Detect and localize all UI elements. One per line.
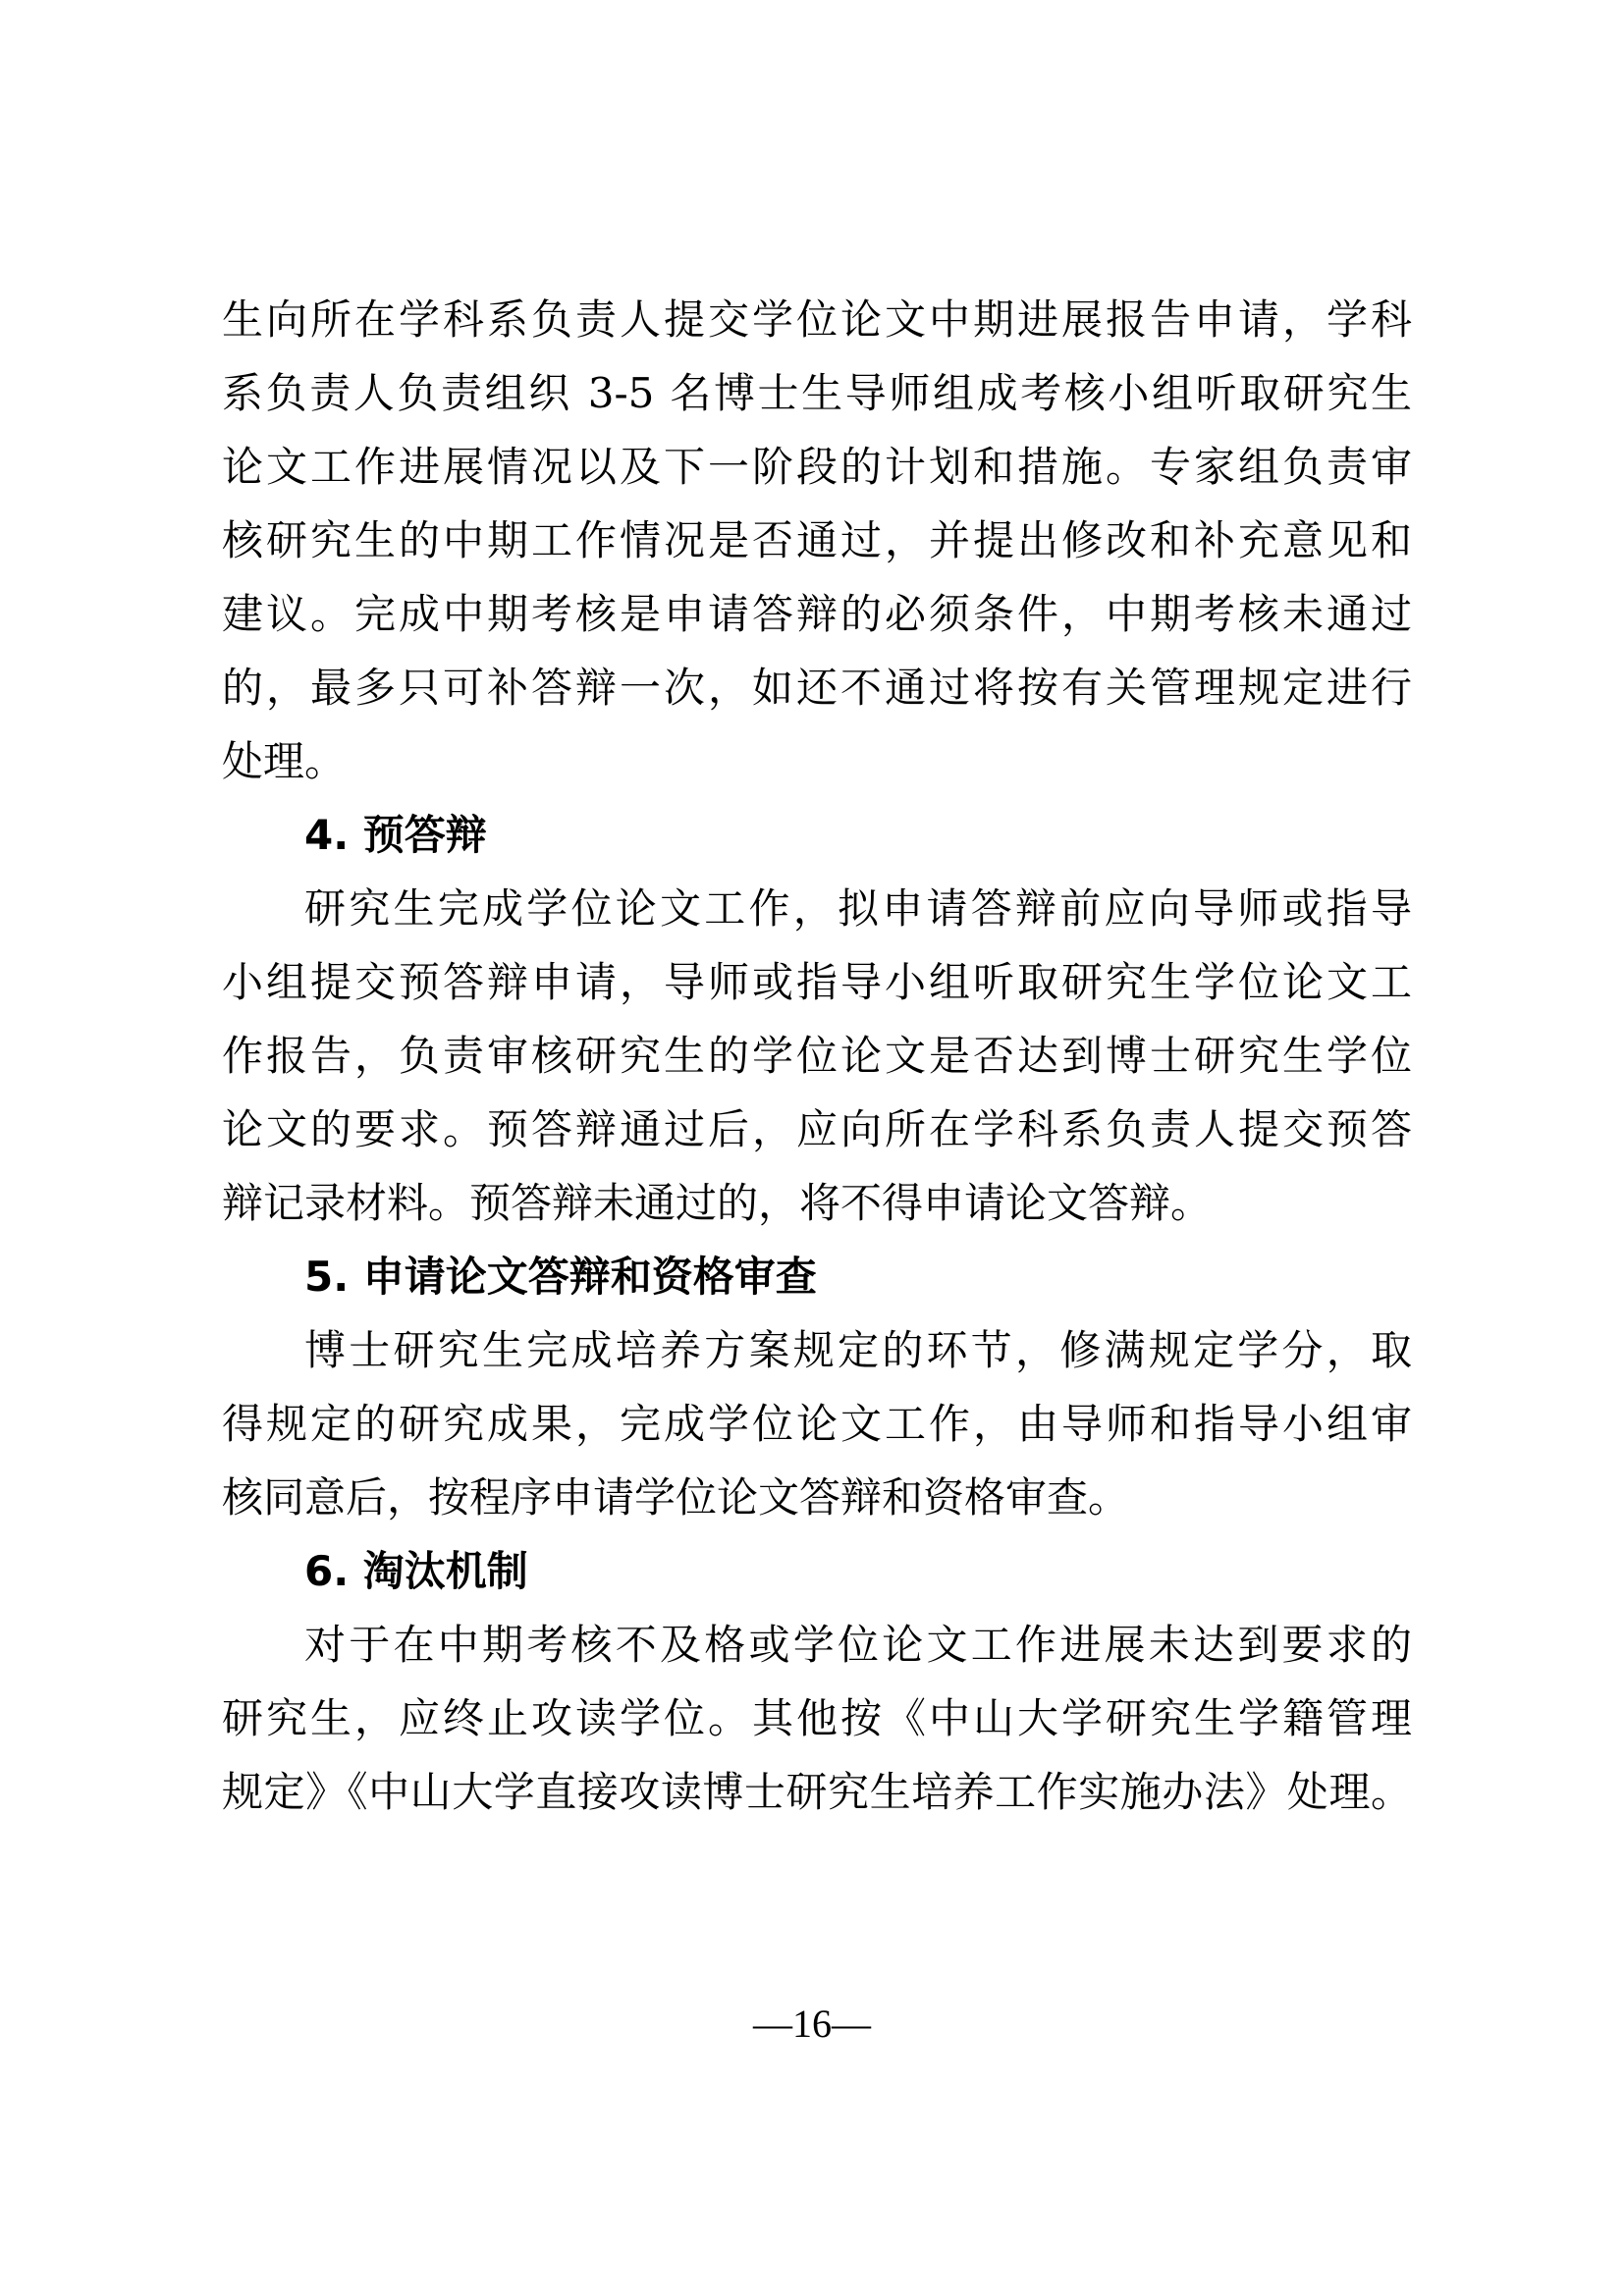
paragraph-line: 的，最多只可补答辩一次，如还不通过将按有关管理规定进行 xyxy=(222,664,1412,712)
paragraph-line: 研究生，应终止攻读学位。其他按《中山大学研究生学籍管理 xyxy=(222,1694,1412,1742)
section-heading: 6. 淘汰机制 xyxy=(304,1547,528,1595)
paragraph-line: 生向所在学科系负责人提交学位论文中期进展报告申请，学科 xyxy=(222,295,1412,344)
paragraph-line: 论文的要求。预答辩通过后，应向所在学科系负责人提交预答 xyxy=(222,1105,1412,1153)
paragraph-line: 建议。完成中期考核是申请答辩的必须条件，中期考核未通过 xyxy=(222,590,1412,638)
paragraph-line: 作报告，负责审核研究生的学位论文是否达到博士研究生学位 xyxy=(222,1032,1412,1080)
page-number: —16— xyxy=(753,2002,871,2046)
section-heading: 4. 预答辩 xyxy=(304,811,487,859)
paragraph-line: 核研究生的中期工作情况是否通过，并提出修改和补充意见和 xyxy=(222,516,1412,564)
paragraph-line: 对于在中期考核不及格或学位论文工作进展未达到要求的 xyxy=(304,1621,1412,1669)
paragraph-line: 规定》《中山大学直接攻读博士研究生培养工作实施办法》处理。 xyxy=(222,1768,1412,1816)
paragraph-line: 博士研究生完成培养方案规定的环节，修满规定学分，取 xyxy=(304,1326,1412,1374)
paragraph-line: 得规定的研究成果，完成学位论文工作，由导师和指导小组审 xyxy=(222,1400,1412,1448)
section-heading: 5. 申请论文答辩和资格审查 xyxy=(304,1253,817,1301)
paragraph-line: 论文工作进展情况以及下一阶段的计划和措施。专家组负责审 xyxy=(222,443,1412,491)
paragraph-line: 小组提交预答辩申请，导师或指导小组听取研究生学位论文工 xyxy=(222,958,1412,1006)
paragraph-line: 辩记录材料。预答辩未通过的，将不得申请论文答辩。 xyxy=(222,1179,1213,1227)
paragraph-line: 研究生完成学位论文工作，拟申请答辩前应向导师或指导 xyxy=(304,884,1412,933)
paragraph-line: 处理。 xyxy=(222,737,347,785)
paragraph-line: 系负责人负责组织 3-5 名博士生导师组成考核小组听取研究生 xyxy=(222,369,1412,417)
paragraph-line: 核同意后，按程序申请学位论文答辩和资格审查。 xyxy=(222,1473,1130,1522)
